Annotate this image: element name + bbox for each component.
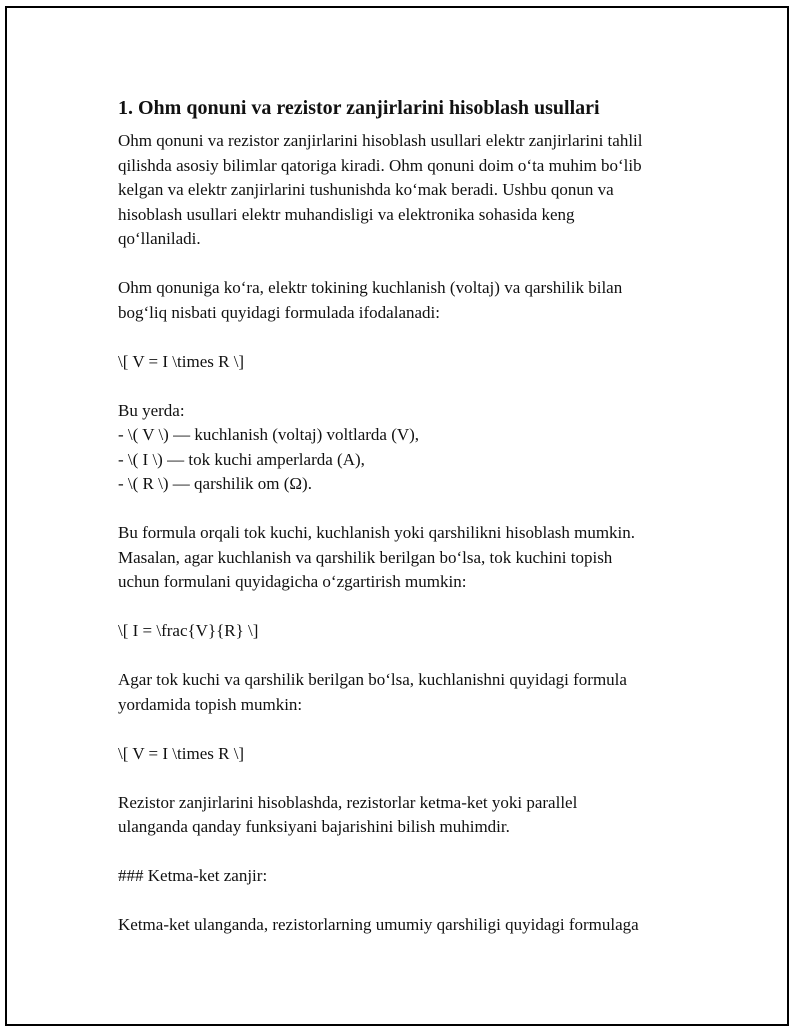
text-line: Bu yerda:	[118, 400, 185, 420]
text-line: Ohm qonuniga ko‘ra, elektr tokining kuchlanish (voltaj) va qarshilik bilan	[118, 278, 623, 297]
paragraph	[118, 864, 708, 889]
document-body	[118, 94, 708, 962]
text-line: Ohm qonuni va rezistor zanjirlarini hisoblash usullari elektr zanjirlarini tahlil	[118, 131, 643, 150]
paragraph	[118, 742, 708, 767]
text-line: hisoblash usullari elektr muhandisligi va elektronika sohasida keng	[118, 204, 575, 224]
text-line: bog‘liq nisbati quyidagi formulada ifodalanadi:	[118, 302, 440, 322]
text-line: Agar tok kuchi va qarshilik berilgan bo‘lsa, kuchlanishni quyidagi formula	[118, 670, 627, 689]
paragraph	[118, 521, 708, 595]
paragraph	[118, 350, 708, 375]
paragraph	[118, 129, 708, 252]
text-line: \[ V = I \times R \]	[118, 351, 245, 371]
text-line: - \( R \) — qarshilik om (Ω).	[118, 474, 312, 493]
paragraph	[118, 668, 708, 717]
paragraph	[118, 913, 708, 938]
text-line: ulanganda qanday funksiyani bajarishini bilish muhimdir.	[118, 817, 510, 836]
text-line: qo‘llaniladi.	[118, 229, 201, 248]
text-line: ### Ketma-ket zanjir:	[118, 866, 268, 885]
text-line: yordamida topish mumkin:	[118, 694, 303, 714]
text-line: qilishda asosiy bilimlar qatoriga kiradi. Ohm qonuni doim o‘ta muhim bo‘lib	[118, 155, 642, 175]
text-line: Bu formula orqali tok kuchi, kuchlanish yoki qarshilikni hisoblash mumkin.	[118, 523, 636, 542]
paragraph	[118, 619, 708, 644]
section-heading: 1. Ohm qonuni va rezistor zanjirlarini hisoblash usullari	[118, 97, 600, 119]
text-line: Masalan, agar kuchlanish va qarshilik berilgan bo‘lsa, tok kuchini topish	[118, 547, 613, 567]
paragraph-list	[118, 129, 708, 938]
paragraph	[118, 791, 708, 840]
text-line: Ketma-ket ulanganda, rezistorlarning umumiy qarshiligi quyidagi formulaga	[118, 915, 639, 934]
paragraph	[118, 276, 708, 325]
text-line: \[ V = I \times R \]	[118, 743, 245, 763]
text-line: kelgan va elektr zanjirlarini tushunishda ko‘mak beradi. Ushbu qonun va	[118, 180, 614, 199]
paragraph	[118, 399, 708, 497]
text-line: - \( V \) — kuchlanish (voltaj) voltlarda (V),	[118, 425, 420, 444]
text-line: Rezistor zanjirlarini hisoblashda, rezistorlar ketma-ket yoki parallel	[118, 792, 578, 812]
text-line: \[ I = \frac{V}{R} \]	[118, 621, 259, 640]
text-line: - \( I \) — tok kuchi amperlarda (A),	[118, 449, 365, 469]
text-line: uchun formulani quyidagicha o‘zgartirish mumkin:	[118, 572, 467, 591]
